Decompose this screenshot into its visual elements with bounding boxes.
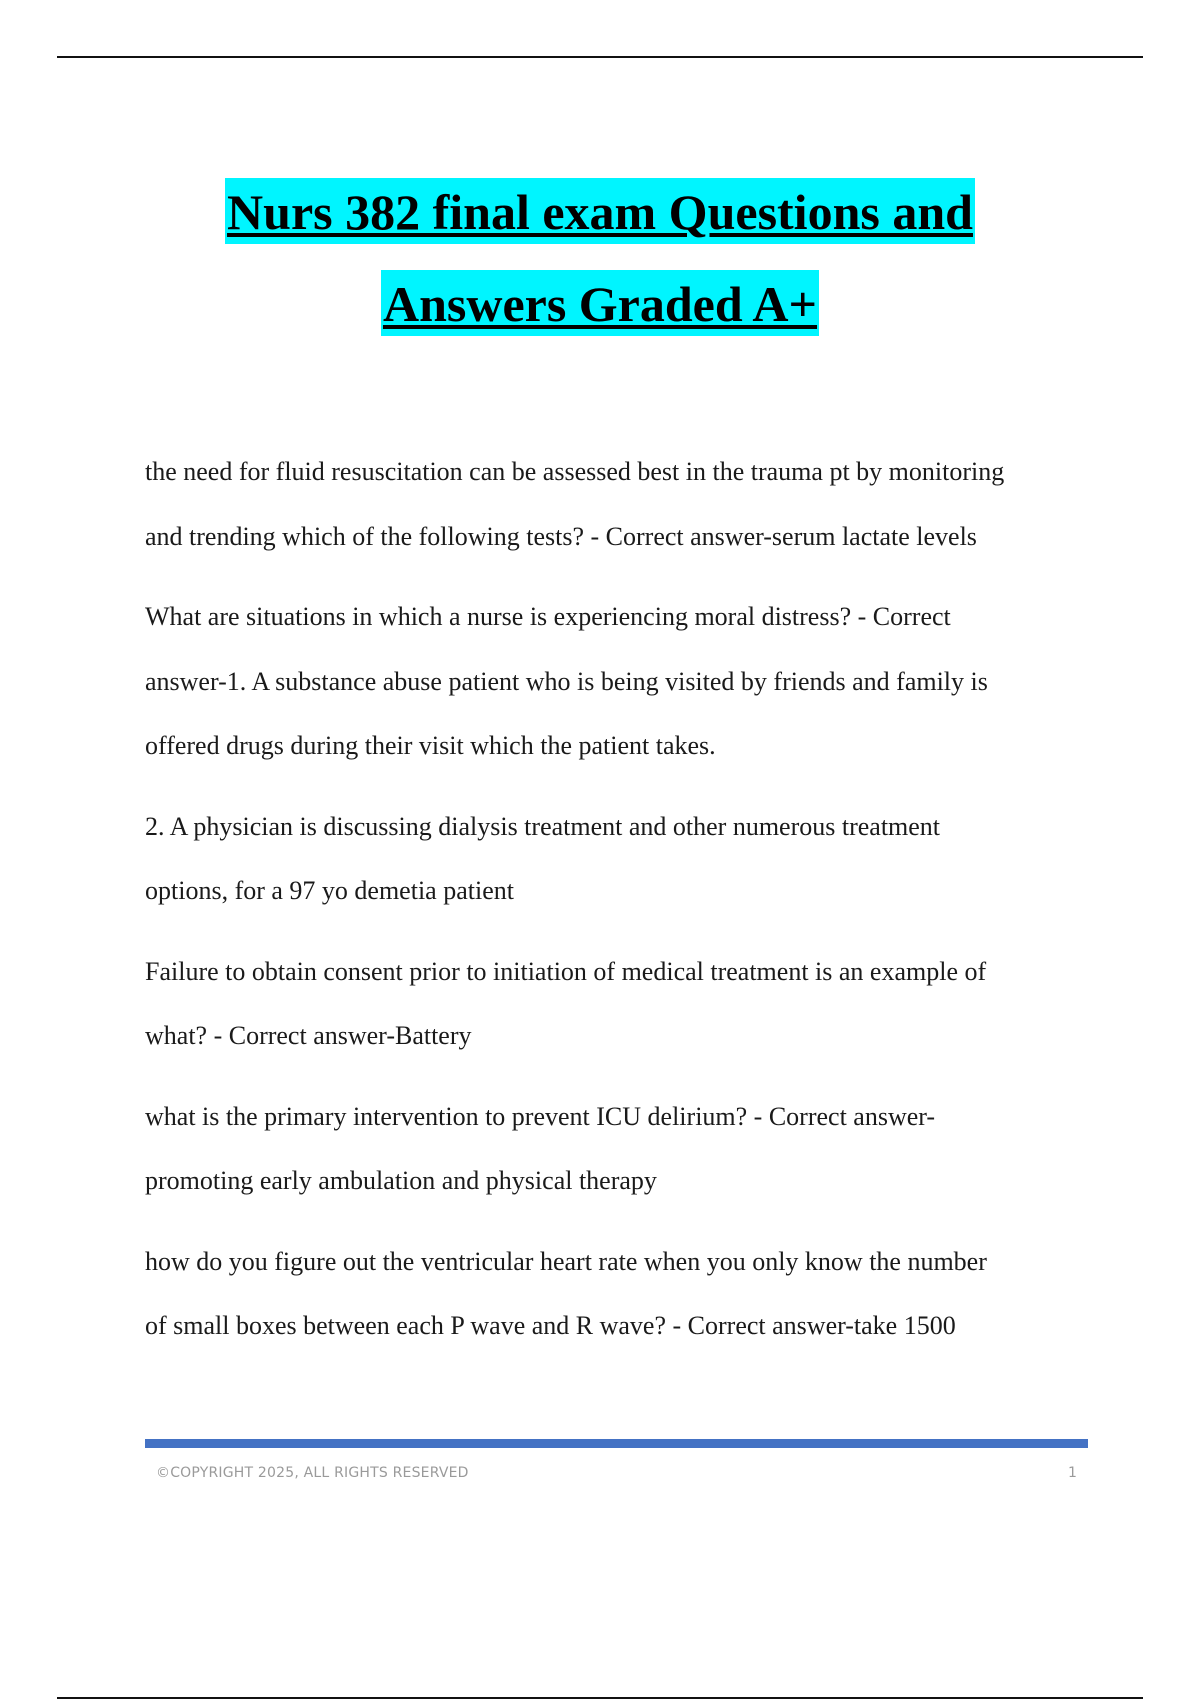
page-top-rule bbox=[57, 56, 1143, 58]
qa-line: answer-1. A substance abuse patient who is being visited by friends and family is bbox=[145, 666, 988, 696]
qa-line: options, for a 97 yo demetia patient bbox=[145, 876, 514, 905]
qa-item-1 bbox=[145, 440, 1085, 569]
title-line-1: Nurs 382 final exam Questions and bbox=[225, 178, 975, 244]
footer-copyright: ©COPYRIGHT 2025, ALL RIGHTS RESERVED bbox=[156, 1465, 469, 1481]
qa-line: promoting early ambulation and physical therapy bbox=[145, 1166, 657, 1195]
title-line-2: Answers Graded A+ bbox=[381, 270, 819, 336]
footer-divider-bar bbox=[145, 1439, 1088, 1448]
qa-line: offered drugs during their visit which the patient takes. bbox=[145, 731, 716, 760]
document-title bbox=[0, 178, 1200, 362]
qa-line: What are situations in which a nurse is experiencing moral distress? - Correct bbox=[145, 602, 951, 631]
qa-item-6 bbox=[145, 1230, 1085, 1359]
qa-item-2 bbox=[145, 585, 1085, 779]
qa-line: and trending which of the following tests? - Correct answer-serum lactate levels bbox=[145, 521, 977, 551]
qa-item-5 bbox=[145, 1085, 1085, 1214]
footer-page-number: 1 bbox=[1068, 1465, 1077, 1481]
qa-item-3 bbox=[145, 795, 1085, 924]
qa-item-4 bbox=[145, 940, 1085, 1069]
qa-line: the need for fluid resuscitation can be assessed best in the trauma pt by monitoring bbox=[145, 457, 1005, 486]
qa-line: how do you figure out the ventricular heart rate when you only know the number bbox=[145, 1246, 987, 1276]
qa-line: Failure to obtain consent prior to initiation of medical treatment is an example of bbox=[145, 956, 987, 986]
qa-line: 2. A physician is discussing dialysis treatment and other numerous treatment bbox=[145, 811, 941, 841]
question-answer-list bbox=[145, 440, 1085, 1375]
qa-line: of small boxes between each P wave and R wave? - Correct answer-take 1500 bbox=[145, 1311, 956, 1340]
qa-line: what? - Correct answer-Battery bbox=[145, 1021, 472, 1050]
page-bottom-rule bbox=[57, 1697, 1143, 1699]
qa-line: what is the primary intervention to prevent ICU delirium? - Correct answer- bbox=[145, 1101, 936, 1131]
